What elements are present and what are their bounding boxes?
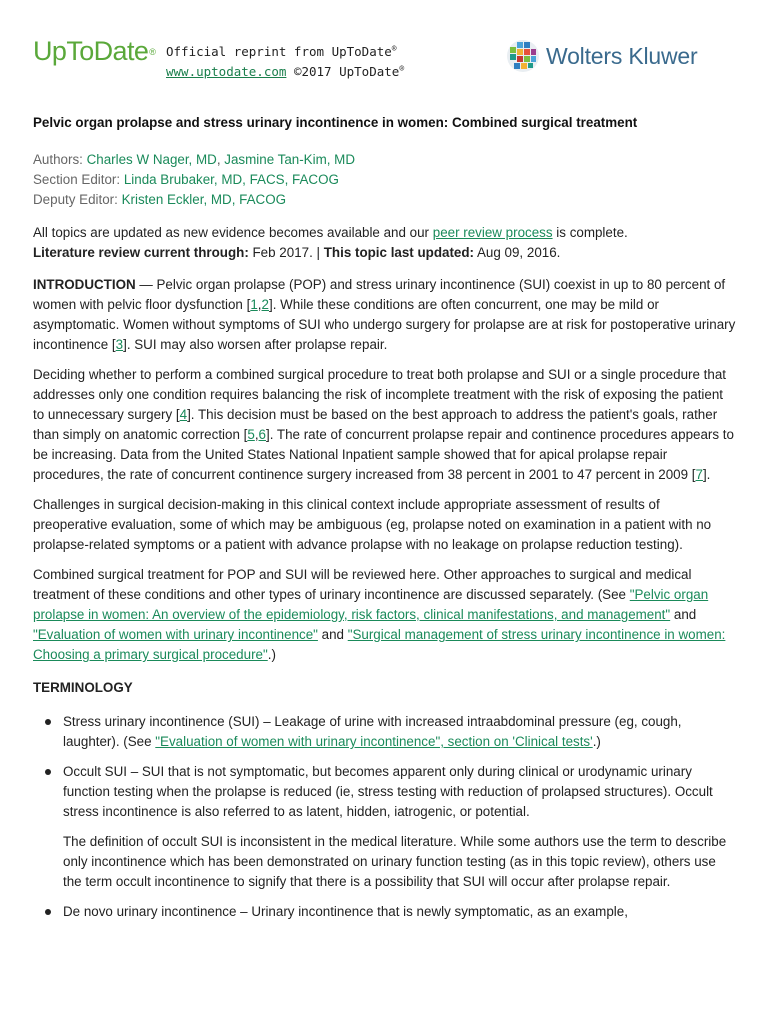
lit-review-label: Literature review current through: [33,245,249,260]
topic-link[interactable]: "Pelvic organ prolapse in women: An overview of the epidemiology, risk factors, clinical manifestations, and management" [33,587,709,622]
reference-link[interactable]: 3 [115,337,124,352]
intro-heading: INTRODUCTION [33,277,136,292]
item-text: Stress urinary incontinence (SUI) – Leakage of urine with increased intraabdominal pressure (eg, cough, laughter). (See [63,714,682,749]
peer-review-link[interactable]: peer review process [432,225,553,240]
paragraph-text: ]. While these conditions are often concurrent, one may be mild or asymptomatic. Women without symptoms of SUI who undergo surgery for prolapse are at risk for postoperative urinary incontinence [ [33,297,736,352]
intro-paragraph [33,275,737,355]
wolters-kluwer-globe-icon [505,38,541,74]
paragraph-text: Combined surgical treatment for POP and SUI will be reviewed here. Other approaches to surgical and medical treatment of these conditions and other types of urinary incontinence are discussed separately. (See [33,567,692,602]
registered-mark: ® [149,47,156,57]
article-title: Pelvic organ prolapse and stress urinary incontinence in women: Combined surgical treatment [33,115,638,130]
reference-link[interactable]: 2 [261,297,269,312]
paragraph-text: — Pelvic organ prolapse (POP) and stress urinary incontinence (SUI) coexist in up to 80 percent of women with pelvic floor dysfunction [ [33,277,726,312]
update-text: is complete. [552,225,628,240]
list-item [33,762,737,892]
section-editor-label: Section Editor: [33,172,121,187]
authors-label: Authors: [33,152,83,167]
reference-link[interactable]: 6 [258,427,266,442]
item-text: .) [592,734,601,749]
update-notice [33,223,737,263]
paragraph-text: ]. The rate of concurrent prolapse repair and continence procedures appears to be increasing. Data from the United States National Inpatient sample showed that for apical prolapse repair procedures, the rate of concurrent continence surgery increased from 38 percent in 2001 to 47 percent in 2009 [ [33,427,734,482]
reference-link[interactable]: 5 [247,427,255,442]
reprint-notice [166,40,404,80]
registered-mark: ® [391,44,397,53]
reprint-header [0,0,768,90]
list-item [33,902,737,922]
reprint-line: Official reprint from UpToDate [166,44,392,60]
last-updated-value: Aug 09, 2016. [474,245,561,260]
item-text: De novo urinary incontinence – Urinary incontinence that is newly symptomatic, as an example, [63,904,628,919]
terminology-list [33,712,737,922]
paragraph-text: and [317,627,348,642]
authors-line [33,150,737,170]
separator: , [254,427,259,442]
paragraph-text: ]. This decision must be based on the best approach to address the patient's goals, rather than simply on anatomic correction [ [33,407,718,442]
item-text: Occult SUI – SUI that is not symptomatic, but becomes apparent only during clinical or urodynamic urinary function testing when the prolapse is reduced (ie, stress testing with reduction of prolapsed structures). Occult stress incontinence is also referred to as latent, hidden, iatrogenic, or potential. [63,764,713,819]
deputy-editor-label: Deputy Editor: [33,192,118,207]
topic-link[interactable]: "Surgical management of stress urinary incontinence in women: Choosing a primary surgical procedure" [33,627,726,662]
deputy-editor-line [33,190,737,210]
decision-paragraph [33,365,737,485]
separator: , [216,152,225,167]
bullet-icon [45,769,51,775]
topic-link[interactable]: "Evaluation of women with urinary incontinence" [33,627,318,642]
occult-sui-note: The definition of occult SUI is inconsistent in the medical literature. While some authors use the term to describe only incontinence which has been demonstrated on urinary function testing (as in this topic review), others use the term occult incontinence to signify that there is a possibility that SUI will occur after prolapse repair. [63,834,727,889]
lit-review-value: Feb 2017. | [248,245,324,260]
section-editor-line [33,170,737,190]
topic-link[interactable]: "Evaluation of women with urinary incontinence", section on 'Clinical tests' [155,734,593,749]
uptodate-url-link[interactable]: www.uptodate.com [166,64,287,80]
registered-mark: ® [399,64,405,74]
bullet-icon [45,719,51,725]
paragraph-text: and [670,607,697,622]
challenges-paragraph: Challenges in surgical decision-making in this clinical context include appropriate assessment of results of preoperative evaluation, some of which may be ambiguous (eg, prolapse noted on examination in a patient with no prolapse-related symptoms or a patient with advance prolapse with no leakage on prolapse reduction testing). [33,497,712,552]
section-editor-link[interactable]: Linda Brubaker, MD, FACS, FACOG [123,172,339,187]
terminology-heading: TERMINOLOGY [33,680,133,695]
update-text: All topics are updated as new evidence becomes available and our [33,225,433,240]
list-item [33,712,737,752]
logo-text: UpToDate [33,36,149,66]
reference-link[interactable]: 1 [250,297,258,312]
publisher-name: Wolters Kluwer [546,43,698,69]
paragraph-text: ]. SUI may also worsen after prolapse repair. [123,337,388,352]
paragraph-text: .) [267,647,276,662]
scope-paragraph [33,565,737,665]
deputy-editor-link[interactable]: Kristen Eckler, MD, FACOG [121,192,287,207]
author-link[interactable]: Charles W Nager, MD [86,152,217,167]
article-body [33,113,737,932]
separator: , [257,297,262,312]
copyright-text: ©2017 UpToDate [286,64,400,80]
last-updated-label: This topic last updated: [323,245,475,260]
uptodate-logo[interactable] [33,36,155,66]
reference-link[interactable]: 7 [695,467,703,482]
paragraph-text: ]. [702,467,711,482]
bullet-icon [45,909,51,915]
paragraph-text: Deciding whether to perform a combined surgical procedure to treat both prolapse and SUI or a single procedure that addresses only one condition requires balancing the risk of incomplete treatment with the risk of exposing the patient to unnecessary surgery [ [33,367,726,422]
reference-link[interactable]: 4 [179,407,188,422]
author-link[interactable]: Jasmine Tan-Kim, MD [224,152,355,167]
